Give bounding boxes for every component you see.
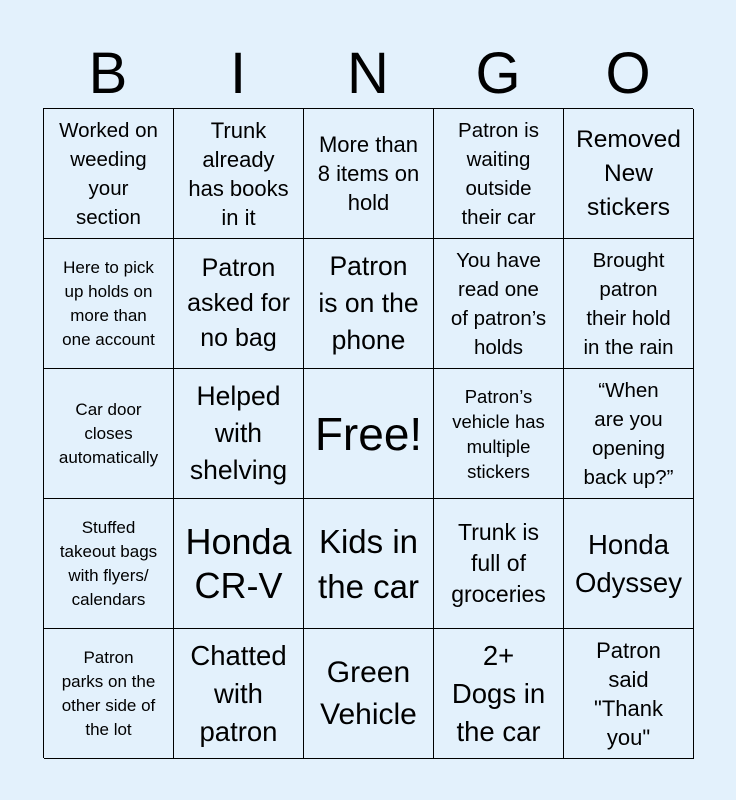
header-letter-b: B (88, 41, 128, 106)
free-space: Free! (314, 407, 423, 460)
bingo-cell-r1-c3[interactable] (304, 109, 434, 239)
bingo-cell-r3-c4[interactable] (434, 369, 564, 499)
bingo-cell-r2-c4[interactable] (434, 239, 564, 369)
bingo-card-grid (43, 108, 693, 758)
cell-text: Honda CR-V (185, 520, 292, 606)
cell-text: Stuffed takeout bags with flyers/ calendars (59, 517, 158, 609)
cell-text: “When are you opening back up?” (583, 378, 674, 489)
bingo-cell-r1-c1[interactable] (44, 109, 174, 239)
bingo-cell-r5-c5[interactable] (564, 629, 694, 759)
cell-text: Here to pick up holds on more than one account (62, 257, 155, 349)
bingo-cell-r4-c2[interactable] (174, 499, 304, 629)
bingo-cell-r1-c2[interactable] (174, 109, 304, 239)
cell-text: Removed New stickers (576, 125, 681, 221)
cell-text: Helped with shelving (189, 381, 288, 485)
cell-text: Patron parks on the other side of the lot (61, 647, 156, 739)
bingo-cell-r2-c1[interactable] (44, 239, 174, 369)
bingo-cell-r5-c1[interactable] (44, 629, 174, 759)
bingo-cell-r3-c1[interactable] (44, 369, 174, 499)
cell-text: Trunk already has books in it (188, 117, 289, 230)
bingo-cell-r4-c1[interactable] (44, 499, 174, 629)
bingo-cell-r2-c5[interactable] (564, 239, 694, 369)
bingo-cell-r5-c3[interactable] (304, 629, 434, 759)
cell-text: Kids in the car (318, 522, 419, 605)
bingo-cell-r4-c4[interactable] (434, 499, 564, 629)
bingo-cell-r3-c3[interactable] (304, 369, 434, 499)
bingo-cell-r4-c5[interactable] (564, 499, 694, 629)
bingo-cell-r5-c2[interactable] (174, 629, 304, 759)
bingo-cell-r2-c3[interactable] (304, 239, 434, 369)
cell-text: Patron said "Thank you" (594, 637, 663, 750)
bingo-cell-r3-c5[interactable] (564, 369, 694, 499)
bingo-cell-r5-c4[interactable] (434, 629, 564, 759)
bingo-cell-r4-c3[interactable] (304, 499, 434, 629)
cell-text: More than 8 items on hold (317, 132, 420, 215)
cell-text: Patron’s vehicle has multiple stickers (452, 385, 545, 482)
cell-text: Patron is waiting outside their car (458, 118, 539, 229)
bingo-cell-r1-c4[interactable] (434, 109, 564, 239)
cell-text: Patron is on the phone (318, 251, 419, 355)
bingo-header (43, 40, 693, 108)
cell-text: 2+ Dogs in the car (451, 639, 546, 747)
cell-text: Green Vehicle (320, 655, 417, 731)
cell-text: Patron asked for no bag (187, 254, 290, 352)
cell-text: Worked on weeding your section (59, 118, 158, 229)
bingo-cell-r3-c2[interactable] (174, 369, 304, 499)
header-letter-n: N (347, 41, 389, 106)
bingo-cell-r1-c5[interactable] (564, 109, 694, 239)
header-letter-g: G (475, 41, 521, 106)
cell-text: Trunk is full of groceries (451, 519, 546, 607)
cell-text: You have read one of patron’s holds (450, 248, 547, 359)
header-letter-i: I (229, 41, 247, 106)
cell-text: Brought patron their hold in the rain (583, 248, 674, 359)
cell-text: Honda Odyssey (575, 528, 682, 598)
cell-text: Chatted with patron (190, 639, 287, 747)
bingo-cell-r2-c2[interactable] (174, 239, 304, 369)
header-letter-o: O (605, 41, 651, 106)
cell-text: Car door closes automatically (58, 399, 159, 467)
